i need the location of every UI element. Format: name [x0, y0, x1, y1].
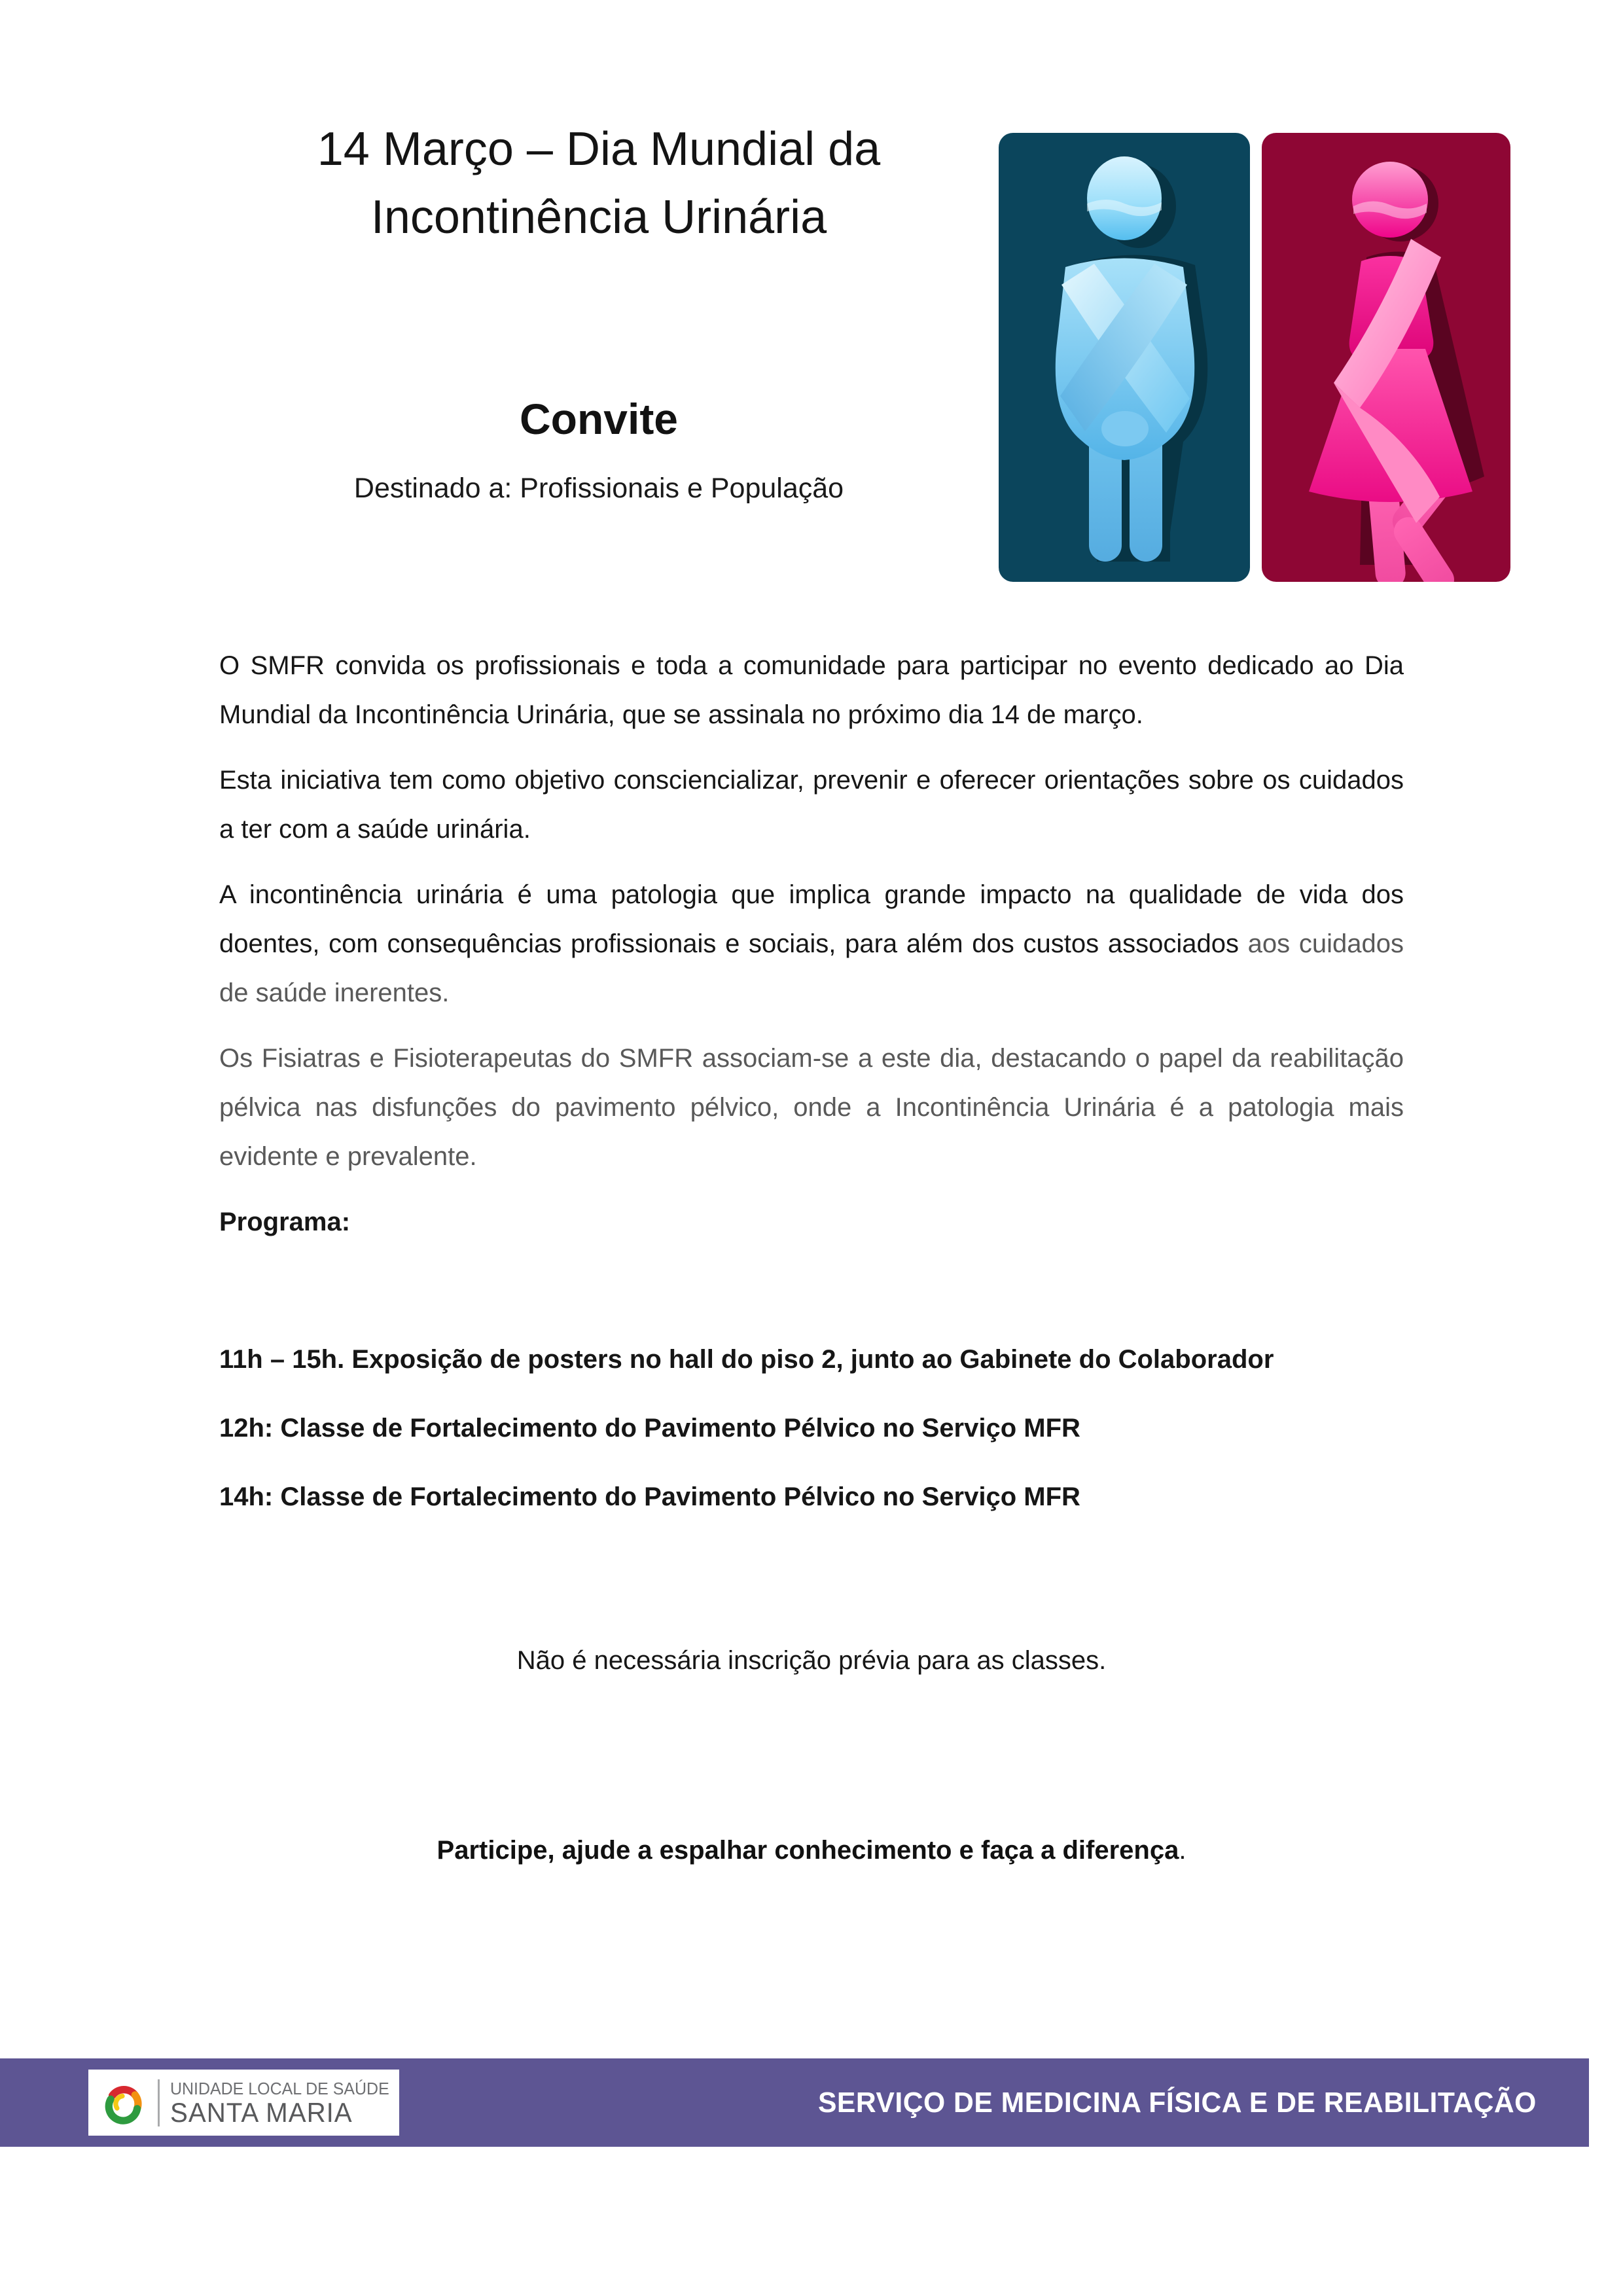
body-paragraph [219, 641, 1404, 740]
page-title-line1: 14 Março – Dia Mundial da [317, 123, 881, 175]
uls-logo-icon [98, 2075, 152, 2130]
male-panel [999, 133, 1250, 582]
program-item: 14h: Classe de Fortalecimento do Pavimento Pélvico no Serviço MFR [219, 1482, 1080, 1511]
invite-heading: Convite [519, 395, 679, 443]
no-registration-note: Não é necessária inscrição prévia para as classes. [516, 1646, 1107, 1675]
paragraph-segment: Esta iniciativa tem como objetivo consciencializar, prevenir e oferecer orientações sobre os cuidados a ter com a saúde urinária. [219, 766, 1404, 844]
footer-bar [0, 2058, 1589, 2147]
page-title [196, 115, 1001, 251]
service-name: SERVIÇO DE MEDICINA FÍSICA E DE REABILITAÇÃO [818, 2086, 1537, 2119]
paragraph-segment: aos cuidados de saúde inerentes. [219, 929, 1404, 1007]
call-to-action-text: Participe, ajude a espalhar conhecimento e faça a diferença [437, 1836, 1179, 1865]
body-paragraph [219, 1034, 1404, 1181]
audience-line: Destinado a: Profissionais e População [353, 473, 844, 504]
body-paragraphs [219, 641, 1404, 1181]
body-text [219, 641, 1404, 1541]
program-items [219, 1335, 1404, 1522]
paragraph-segment: A incontinência urinária é uma patologia que implica grande impacto na qualidade de vida dos doentes, com consequências profissionais e sociais, para além dos custos associados [219, 880, 1404, 958]
call-to-action-period: . [1179, 1836, 1186, 1865]
female-panel [1262, 133, 1510, 582]
page-title-line2: Incontinência Urinária [370, 191, 827, 243]
incontinence-artwork [999, 133, 1510, 582]
logo-divider [158, 2079, 160, 2126]
logo-org-name: SANTA MARIA [170, 2096, 353, 2128]
program-item: 11h – 15h. Exposição de posters no hall do piso 2, junto ao Gabinete do Colaborador [219, 1345, 1274, 1374]
program-heading: Programa: [219, 1208, 351, 1236]
uls-santa-maria-logo [88, 2070, 399, 2136]
restroom-figures-illustration [999, 133, 1510, 582]
body-paragraph [219, 870, 1404, 1018]
program-item: 12h: Classe de Fortalecimento do Pavimento Pélvico no Serviço MFR [219, 1414, 1080, 1443]
logo-org-type: UNIDADE LOCAL DE SAÚDE [170, 2078, 389, 2098]
call-to-action [196, 1826, 1427, 1875]
body-paragraph [219, 756, 1404, 854]
paragraph-segment: Os Fisiatras e Fisioterapeutas do SMFR associam-se a este dia, destacando o papel da reabilitação pélvica nas disfunções do pavimento pélvico, onde a Incontinência Urinária é a patologia mais evidente e prevalente. [219, 1044, 1404, 1171]
logo-text [170, 2079, 399, 2127]
paragraph-segment: O SMFR convida os profissionais e toda a comunidade para participar no evento dedicado ao Dia Mundial da Incontinência Urinária, que se assinala no próximo dia 14 de março. [219, 651, 1404, 729]
